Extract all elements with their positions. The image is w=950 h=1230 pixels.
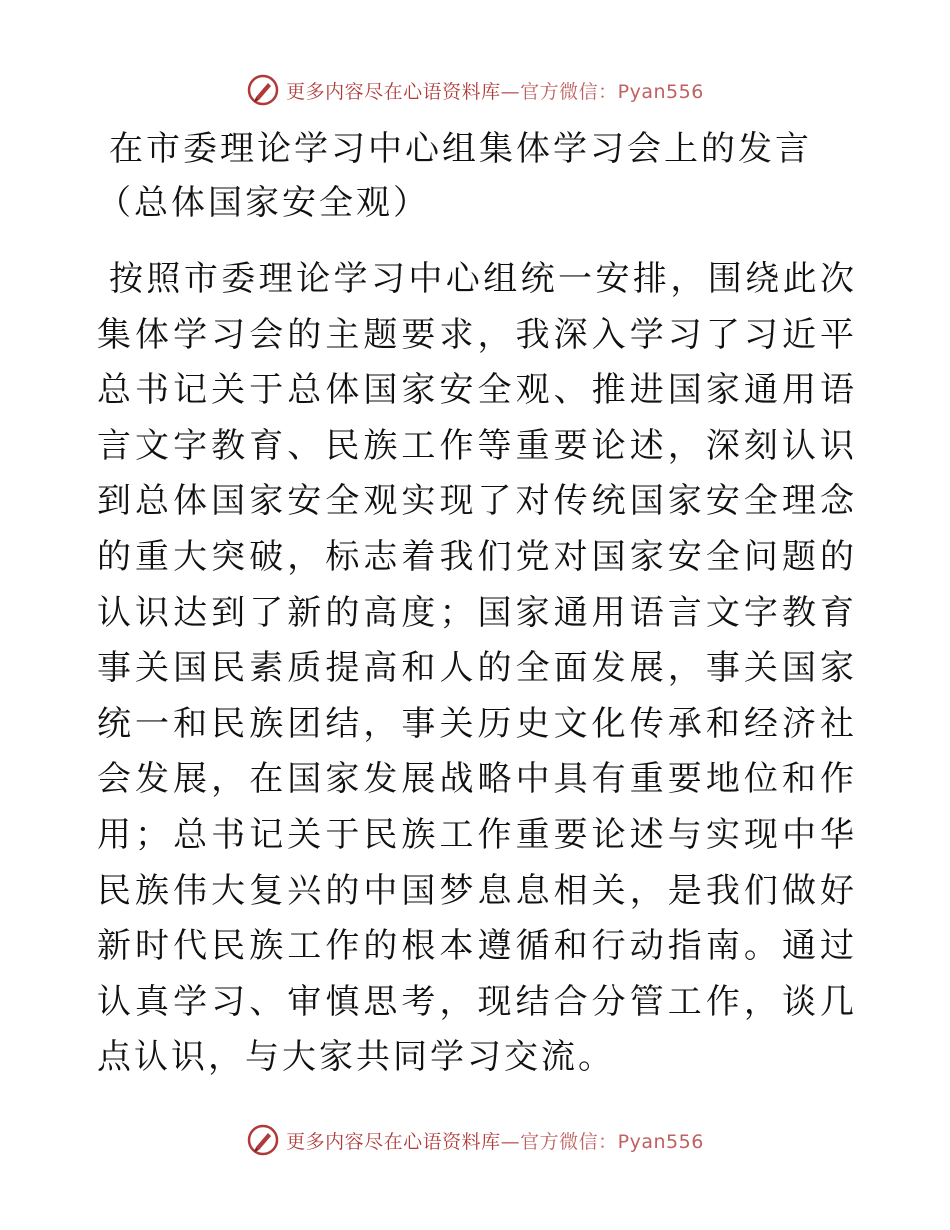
header-watermark-banner	[0, 68, 950, 112]
watermark-main-text: 更多内容尽在心语资料库	[286, 80, 501, 103]
watermark-sub-text: —官方微信：Pyan556	[500, 1130, 704, 1153]
watermark-main-text: 更多内容尽在心语资料库	[286, 1130, 501, 1153]
pen-circle-logo-icon	[246, 1123, 280, 1157]
watermark-text	[286, 1127, 704, 1154]
watermark-sub-text: —官方微信：Pyan556	[500, 80, 704, 103]
document-paragraph: 按照市委理论学习中心组统一安排，围绕此次集体学习会的主题要求，我深入学习了习近平总书记关于总体国家安全观、推进国家通用语言文字教育、民族工作等重要论述，深刻认识到总体国家安全观实现了对传统国家安全理念的重大突破，标志着我们党对国家安全问题的认识达到了新的高度；国家通用语言文字教育事关国民素质提高和人的全面发展，事关国家统一和民族团结，事关历史文化传承和经济社会发展，在国家发展战略中具有重要地位和作用；总书记关于民族工作重要论述与实现中华民族伟大复兴的中国梦息息相关，是我们做好新时代民族工作的根本遵循和行动指南。通过认真学习、审慎思考，现结合分管工作，谈几点认识，与大家共同学习交流。	[97, 259, 857, 1078]
footer-watermark-banner	[0, 1118, 950, 1162]
document-title: 在市委理论学习中心组集体学习会上的发言（总体国家安全观）	[97, 129, 812, 223]
watermark-text	[286, 77, 704, 104]
pen-circle-logo-icon	[246, 73, 280, 107]
